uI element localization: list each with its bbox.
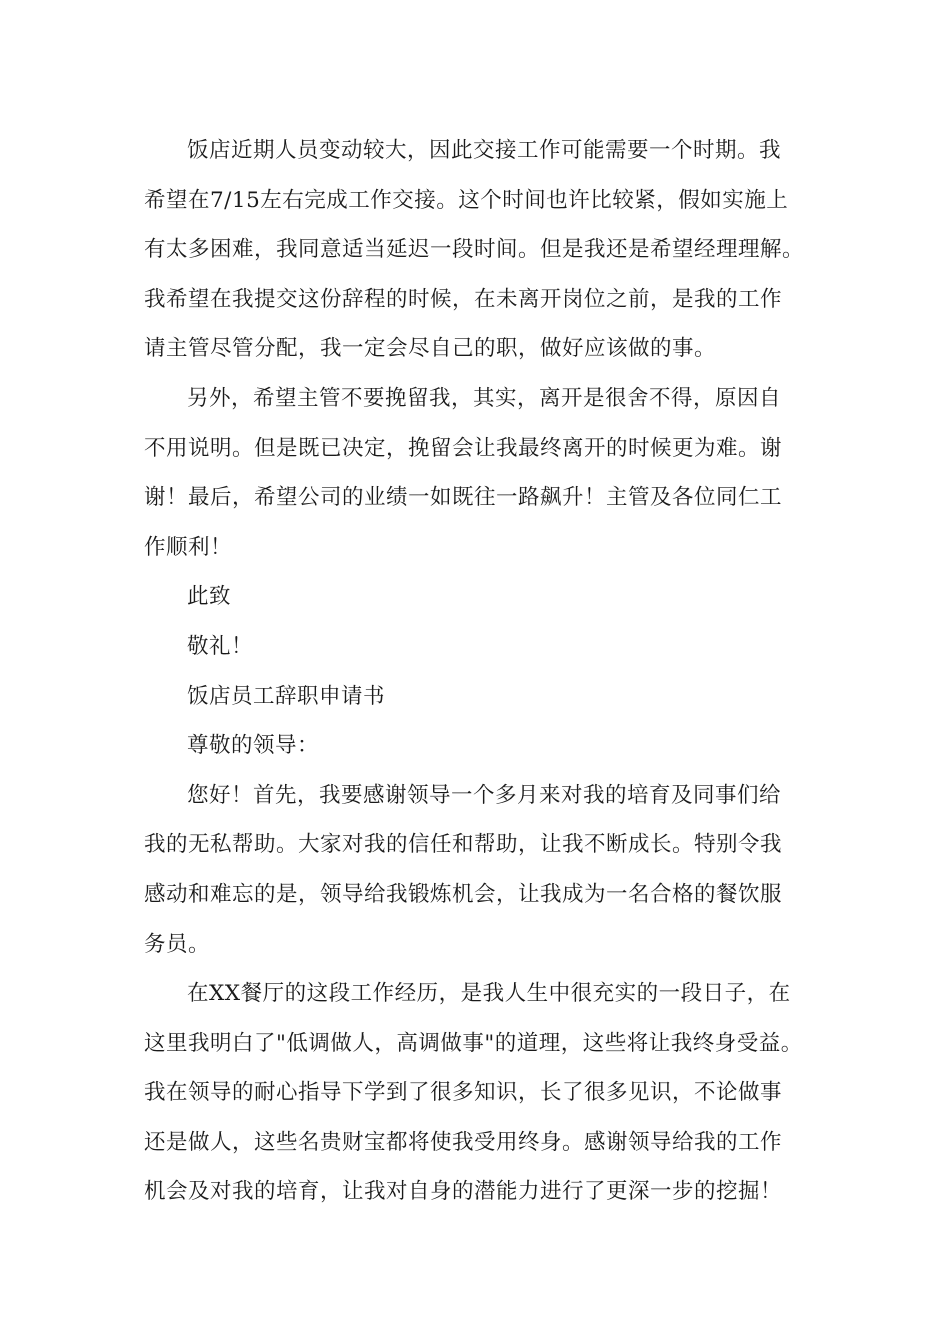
second-letter-title: 饭店员工辞职申请书 xyxy=(187,683,386,709)
paragraph-handover xyxy=(144,126,834,374)
text-line: 有太多困难，我同意适当延迟一段时间。但是我还是希望经理理解。 xyxy=(144,237,805,263)
text-line: 谢！最后，希望公司的业绩一如既往一路飙升！主管及各位同仁工 xyxy=(144,485,783,511)
text-line: 我希望在我提交这份辞程的时候，在未离开岗位之前，是我的工作 xyxy=(144,286,783,312)
text-line: 请主管尽管分配，我一定会尽自己的职，做好应该做的事。 xyxy=(144,336,717,362)
text-line: 希望在7/15左右完成工作交接。这个时间也许比较紧，假如实施上 xyxy=(144,187,789,213)
paragraph-farewell xyxy=(144,374,834,572)
closing-cizhi: 此致 xyxy=(187,584,232,610)
closing-jingli: 敬礼！ xyxy=(187,633,254,659)
text-line: 还是做人，这些名贵财宝都将使我受用终身。感谢领导给我的工作 xyxy=(144,1129,783,1155)
salutation: 尊敬的领导： xyxy=(187,733,320,759)
document-page xyxy=(144,126,834,1217)
text-line: 饭店近期人员变动较大，因此交接工作可能需要一个时期。我 xyxy=(187,138,782,163)
text-line: 不用说明。但是既已决定，挽留会让我最终离开的时候更为难。谢 xyxy=(144,435,783,461)
text-line: 感动和难忘的是，领导给我锻炼机会，让我成为一名合格的餐饮服 xyxy=(144,881,783,907)
text-line: 务员。 xyxy=(144,931,211,957)
paragraph-experience xyxy=(144,969,834,1217)
text-line: 在XX餐厅的这段工作经历，是我人生中很充实的一段日子，在 xyxy=(187,981,791,1007)
text-line: 这里我明白了"低调做人，高调做事"的道理，这些将让我终身受益。 xyxy=(144,1030,803,1056)
text-line: 我的无私帮助。大家对我的信任和帮助，让我不断成长。特别令我 xyxy=(144,832,783,858)
text-line: 您好！首先，我要感谢领导一个多月来对我的培育及同事们给 xyxy=(187,782,782,808)
paragraph-thanks xyxy=(144,771,834,969)
text-line: 作顺利！ xyxy=(144,534,233,560)
text-line: 我在领导的耐心指导下学到了很多知识，长了很多见识，不论做事 xyxy=(144,1080,783,1106)
text-line: 另外，希望主管不要挽留我，其实，离开是很舍不得，原因自 xyxy=(187,385,782,411)
text-line: 机会及对我的培育，让我对自身的潜能力进行了更深一步的挖掘！ xyxy=(144,1179,783,1205)
